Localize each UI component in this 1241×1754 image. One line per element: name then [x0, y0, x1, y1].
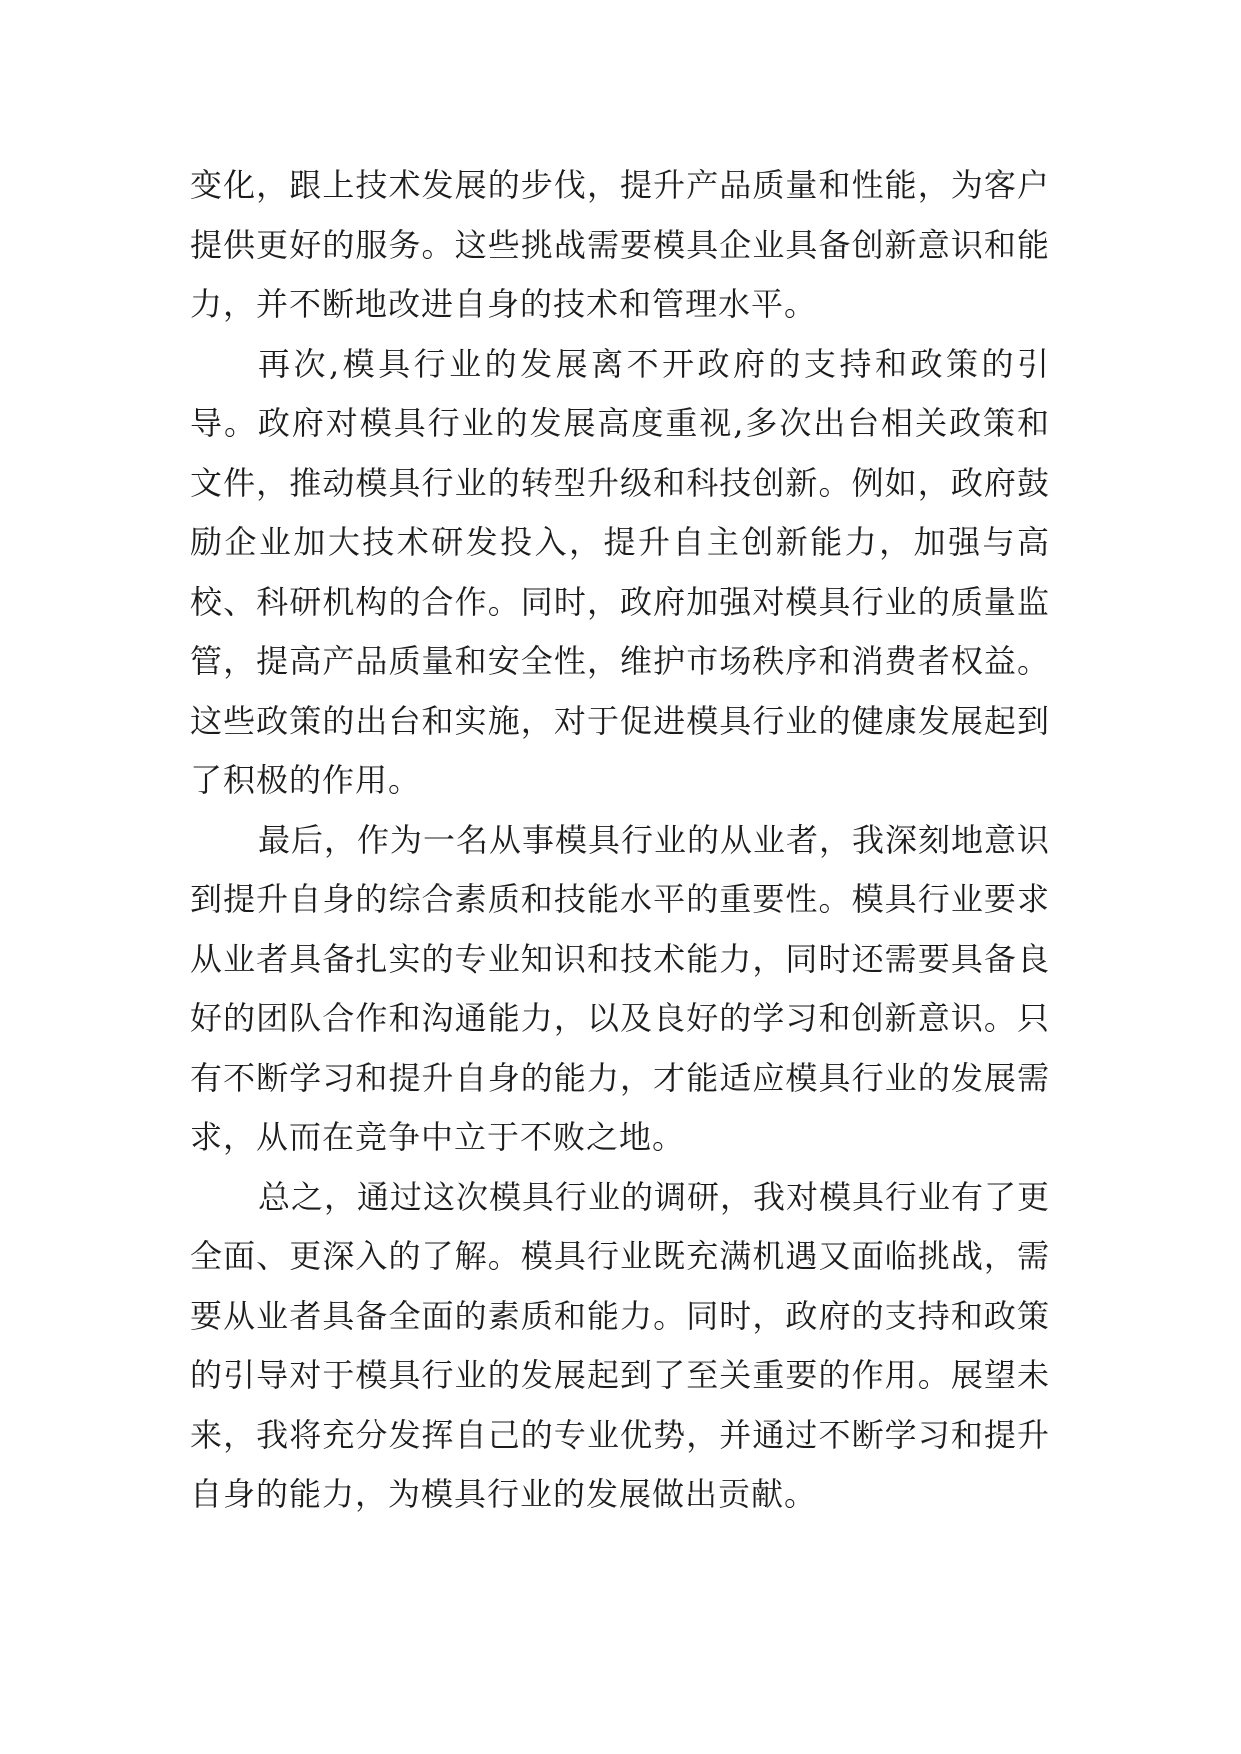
- paragraph-2: 再次,模具行业的发展离不开政府的支持和政策的引导。政府对模具行业的发展高度重视,多次出台相关政策和文件，推动模具行业的转型升级和科技创新。例如，政府鼓励企业加大技术研发投入，提升自主创新能力，加强与高校、科研机构的合作。同时，政府加强对模具行业的质量监管，提高产品质量和安全性，维护市场秩序和消费者权益。这些政策的出台和实施，对于促进模具行业的健康发展起到了积极的作用。: [190, 344, 1050, 799]
- paragraph-3: 最后，作为一名从事模具行业的从业者，我深刻地意识到提升自身的综合素质和技能水平的重要性。模具行业要求从业者具备扎实的专业知识和技术能力，同时还需要具备良好的团队合作和沟通能力，以及良好的学习和创新意识。只有不断学习和提升自身的能力，才能适应模具行业的发展需求，从而在竞争中立于不败之地。: [190, 820, 1051, 1156]
- paragraph-1: 变化，跟上技术发展的步伐，提升产品质量和性能，为客户提供更好的服务。这些挑战需要模具企业具备创新意识和能力，并不断地改进自身的技术和管理水平。: [190, 166, 1050, 323]
- document-body: [190, 156, 1050, 1525]
- paragraph-4: 总之，通过这次模具行业的调研，我对模具行业有了更全面、更深入的了解。模具行业既充满机遇又面临挑战，需要从业者具备全面的素质和能力。同时，政府的支持和政策的引导对于模具行业的发展起到了至关重要的作用。展望未来，我将充分发挥自己的专业优势，并通过不断学习和提升自身的能力，为模具行业的发展做出贡献。: [190, 1177, 1051, 1513]
